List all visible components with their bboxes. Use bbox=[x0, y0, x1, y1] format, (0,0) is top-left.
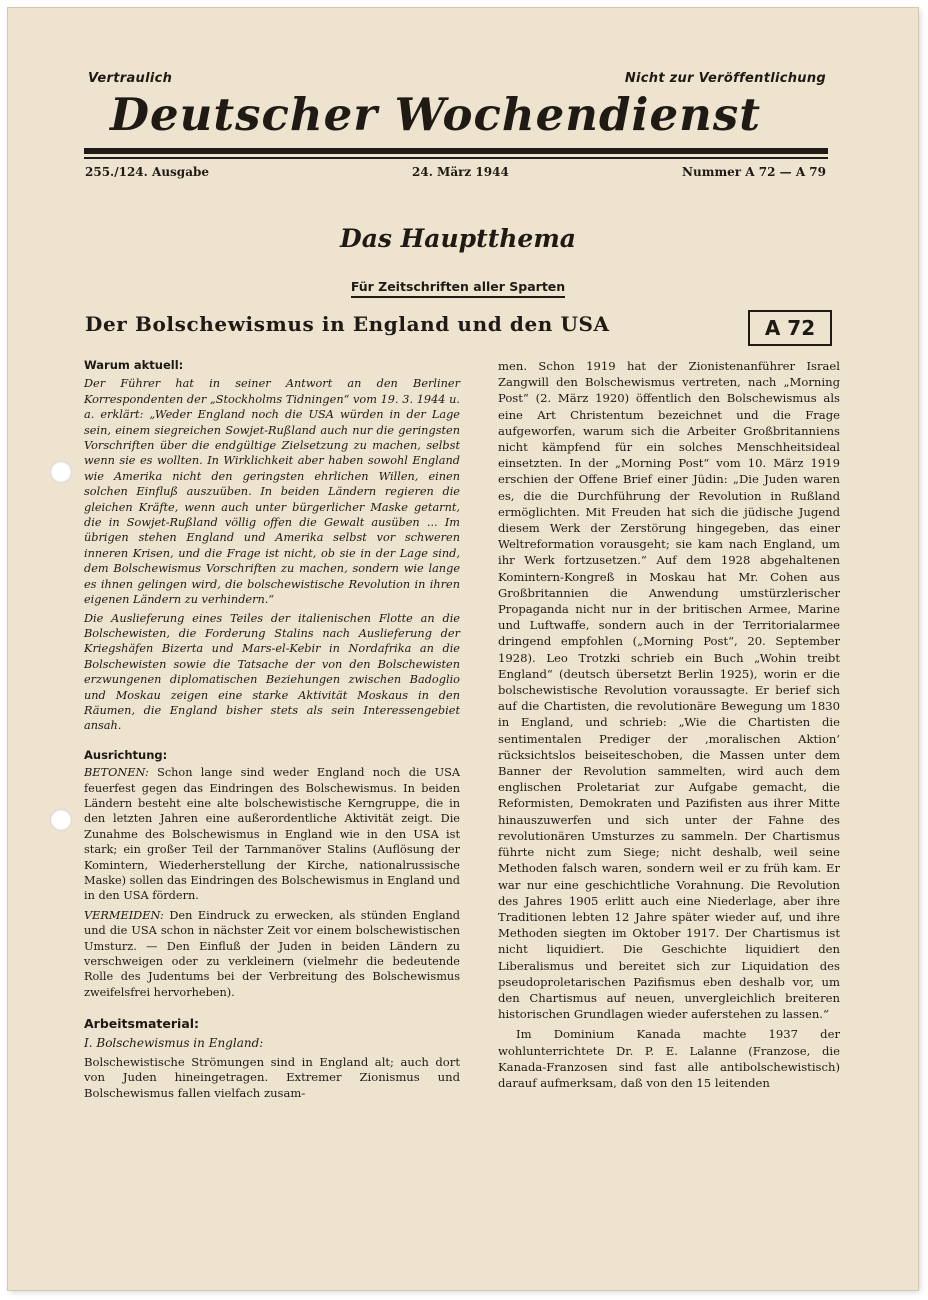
ausrichtung-heading: Ausrichtung: bbox=[84, 747, 168, 762]
warum-paragraph-1 bbox=[84, 376, 460, 607]
vermeiden-paragraph bbox=[84, 908, 460, 1000]
article-range: Nummer A 72 — A 79 bbox=[682, 165, 826, 179]
material-paragraph: Bolschewistische Strömungen sind in England alt; auch dort von Juden hineingetragen. Extremer Zionismus und Bolschewismus fallen vielfach zusam- bbox=[84, 1055, 460, 1100]
section-title: Das Hauptthema bbox=[340, 224, 576, 253]
confidential-tag: Vertraulich bbox=[88, 71, 173, 86]
issue-number: 255./124. Ausgabe bbox=[85, 165, 209, 179]
article-code-box: A 72 bbox=[748, 310, 832, 346]
document-page bbox=[8, 8, 918, 1290]
punch-hole bbox=[50, 809, 72, 831]
betonen-paragraph bbox=[84, 765, 460, 904]
section-subtitle: Für Zeitschriften aller Sparten bbox=[351, 279, 565, 298]
warum-heading: Warum aktuell: bbox=[84, 358, 184, 372]
left-column bbox=[84, 358, 460, 1101]
section-subtitle-wrap bbox=[8, 276, 908, 295]
right-column bbox=[498, 358, 840, 1091]
right-paragraph-1: men. Schon 1919 hat der Zionistenanführer Israel Zangwill den Bolschewismus vertreten, nach „Morning Post“ (2. März 1920) öffentlich den Bolschewismus als eine Art Christentum bezeichnet und die Frage aufgeworfen, warum sich die Arbeiter Großbritanniens nicht kämpfend für ein solches Menschheitsideal einsetzten. In der „Morning Post“ vom 10. März 1919 erschien der Offene Brief einer Jüdin: „Die Juden waren es, die die Durchführung der Revolution in Rußland ermöglichten. Mit Freuden hat sich die jüdische Jugend diesem Werk der Zerstörung hingegeben, das einer Weltreformation vorausgeht; sie kam nach England, um ihr Werk fortzusetzen.“ Auf dem 1928 abgehaltenen Komintern-Kongreß in Moskau hat Mr. Cohen aus Großbritannien die Anwendung umstürzlerischer Propaganda nicht nur in der britischen Armee, Marine und Luftwaffe, sondern auch in der Territorialarmee dringend empfohlen („Morning Post“, 20. September 1928). Leo Trotzki schrieb ein Buch „Wohin treibt England“ (deutsch übersetzt Berlin 1925), worin er die bolschewistische Revolution voraussagte. Er berief sich auf die Chartisten, die revolutionäre Bewegung um 1830 in England, und schrieb: „Wie die Chartisten die sentimentalen Prediger der ‚moralischen Aktion‘ rücksichtslos beiseiteschoben, die Massen unter dem Banner der Revolution sammelten, wird auch dem englischen Proletariat zur Aufgabe gemacht, die Reformisten, Demokraten und Pazifisten aus ihrer Mitte hinauszuwerfen und sich unter der Fahne des revolutionären Umsturzes zu sammeln. Der Chartismus führte nicht zum Siege; nicht deshalb, weil seine Methoden falsch waren, sondern weil er zu früh kam. Er war nur eine geschichtliche Vorahnung. Die Revolution des Jahres 1905 erlitt auch eine Niederlage, aber ihre Traditionen lebten 12 Jahre später wieder auf, und ihre Methoden siegten im Oktober 1917. Der Chartismus ist nicht liquidiert. Die Geschichte liquidiert den Liberalismus und bereitet sich zur Liquidation des pseudoproletarischen Pazifismus eben deshalb vor, um den Chartismus auf neuen, unvergleichlich breiteren historischen Grundlagen wieder auferstehen zu lassen.“ bbox=[498, 359, 840, 1022]
masthead-rule bbox=[84, 148, 828, 154]
material-heading: Arbeitsmaterial: bbox=[84, 1016, 200, 1032]
material-subheading: I. Bolschewismus in England: bbox=[84, 1035, 264, 1050]
right-paragraph-2: Im Dominium Kanada machte 1937 der wohlunterrichtete Dr. P. E. Lalanne (Franzose, die Kanada-Franzosen sind fast alle antibolschewistisch) darauf aufmerksam, daß von den 15 leitenden bbox=[498, 1027, 840, 1090]
betonen-label: BETONEN: bbox=[84, 766, 149, 780]
warum-paragraph-2 bbox=[84, 611, 460, 734]
not-for-publication-tag: Nicht zur Veröffentlichung bbox=[624, 71, 826, 86]
betonen-text: Schon lange sind weder England noch die USA feuerfest gegen das Eindringen des Bolschewismus. In beiden Ländern besteht eine alte bolschewistische Kerngruppe, die in den letzten Jahren eine außerordentliche Aktivität zeigt. Die Zunahme des Bolschewismus in England wie in den USA ist stark; ein großer Teil der Tarnmanöver Stalins (Auflösung der Komintern, Wiederherstellung der Kirche, nationalrussische Maske) sollen das Eindringen des Bolschewismus in England und in den USA fördern. bbox=[84, 766, 460, 903]
vermeiden-label: VERMEIDEN: bbox=[84, 908, 164, 922]
warum-paragraph-1-text: Der Führer hat in seiner Antwort an den Berliner Korrespondenten der „Stockholms Tidningen“ vom 19. 3. 1944 u. a. erklärt: „Weder England noch die USA würden in der Lage sein, einem siegreichen Sowjet-Rußland auch nur die geringsten Vorschriften über die endgültige Zielsetzung zu machen, selbst wenn sie es wollten. In Wirklichkeit aber haben sowohl England wie Amerika nicht den geringsten ehrlichen Willen, einen solchen Einfluß auszuüben. In beiden Ländern regieren die gleichen Kräfte, wenn auch unter bürgerlicher Maske getarnt, die in Sowjet-Rußland völlig offen die Gewalt ausüben ... Im übrigen stehen England und Amerika selbst vor schweren inneren Krisen, und die Frage ist nicht, ob sie in der Lage sind, dem Bolschewismus Vorschriften zu machen, sondern wie lange es ihnen gelingen wird, die bolschewistische Revolution in ihren eigenen Ländern zu verhindern.“ bbox=[84, 377, 460, 607]
issue-date: 24. März 1944 bbox=[412, 165, 509, 179]
article-title: Der Bolschewismus in England und den USA bbox=[85, 312, 610, 336]
masthead-title: Deutscher Wochendienst bbox=[110, 88, 761, 141]
warum-paragraph-2-text: Die Auslieferung eines Teiles der italienischen Flotte an die Bolschewisten, die Forderung Stalins nach Auslieferung der Kriegshäfen Bizerta und Mars-el-Kebir in Nordafrika an die Bolschewisten sowie die Tatsache der von den Bolschewisten erzwungenen diplomatischen Beziehungen zwischen Badoglio und Moskau zeigen eine starke Aktivität Moskaus in den Räumen, die England bisher stets als sein Interessengebiet ansah. bbox=[84, 611, 460, 733]
punch-hole bbox=[50, 461, 72, 483]
masthead-rule-thin bbox=[84, 157, 828, 159]
vermeiden-text: Den Eindruck zu erwecken, als stünden England und die USA schon in nächster Zeit vor einem bolschewistischen Umsturz. — Den Einfluß der Juden in beiden Ländern zu verschweigen oder zu verkleinern (vielmehr die bedeutende Rolle des Judentums bei der Verbreitung des Bolschewismus zweifelsfrei hervorheben). bbox=[84, 908, 461, 999]
